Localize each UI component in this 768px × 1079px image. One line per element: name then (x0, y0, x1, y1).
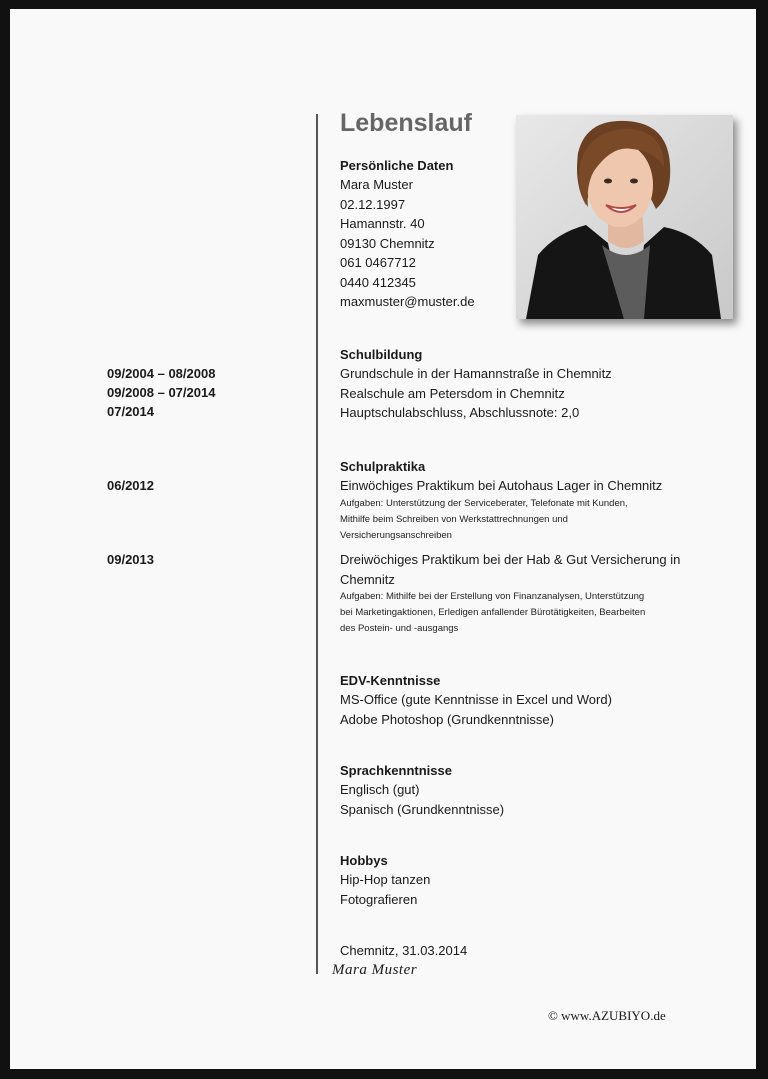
section-heading: Schulbildung (340, 347, 423, 362)
school-entry: Grundschule in der Hamannstraße in Chemnitz (340, 366, 612, 381)
copyright-notice: © www.AZUBIYO.de (548, 1008, 666, 1023)
school-date: 09/2008 – 07/2014 (107, 385, 216, 400)
cv-page (10, 9, 756, 1069)
internship-date: 09/2013 (107, 552, 154, 567)
school-entry: Hauptschulabschluss, Abschlussnote: 2,0 (340, 405, 580, 420)
section-heading: Hobbys (340, 853, 388, 868)
page-title: Lebenslauf (340, 109, 472, 137)
internship-title: Chemnitz (340, 571, 395, 587)
signature: Mara Muster (332, 962, 418, 978)
internship-title: Einwöchiges Praktikum bei Autohaus Lager in Chemnitz (340, 478, 663, 493)
hobbys-section (340, 851, 430, 909)
section-heading: Persönliche Daten (340, 158, 454, 173)
internship-date: 06/2012 (107, 478, 154, 493)
sprachen-section (340, 761, 504, 819)
email: maxmuster@muster.de (340, 294, 475, 309)
internship-detail: Aufgaben: Unterstützung der Serviceberater, Telefonate mit Kunden, (340, 497, 628, 509)
mobile: 0440 412345 (340, 274, 416, 290)
internship-detail: Mithilfe beim Schreiben von Werkstattrechnungen und (340, 513, 568, 525)
phone: 061 0467712 (340, 255, 416, 270)
schulbildung-section (340, 345, 612, 423)
section-heading: Schulpraktika (340, 459, 426, 474)
skill-item: MS-Office (gute Kenntnisse in Excel und Word) (340, 692, 612, 707)
internship-detail: bei Marketingaktionen, Erledigen anfallender Bürotätigkeiten, Bearbeiten (340, 607, 646, 618)
city: 09130 Chemnitz (340, 235, 435, 251)
internship-detail: des Postein- und -ausgangs (340, 623, 459, 634)
section-heading: EDV-Kenntnisse (340, 673, 441, 688)
internship-detail: Versicherungsanschreiben (340, 529, 452, 541)
edv-section (340, 671, 612, 729)
section-heading: Sprachkenntnisse (340, 763, 452, 778)
language-item: Englisch (gut) (340, 782, 420, 797)
internship-title: Dreiwöchiges Praktikum bei der Hab & Gut Versicherung in (340, 552, 681, 567)
place-date (340, 941, 467, 961)
internship-detail: Aufgaben: Mithilfe bei der Erstellung von Finanzanalysen, Unterstützung (340, 591, 645, 602)
internship-2 (340, 550, 680, 637)
place-date-text: Chemnitz, 31.03.2014 (340, 943, 468, 958)
hobby-item: Fotografieren (340, 891, 418, 907)
street: Hamannstr. 40 (340, 216, 425, 231)
school-date: 07/2014 (107, 404, 154, 419)
school-entry: Realschule am Petersdom in Chemnitz (340, 385, 565, 401)
birthdate: 02.12.1997 (340, 196, 406, 212)
portrait-photo (516, 115, 733, 319)
vertical-divider (316, 114, 318, 974)
name: Mara Muster (340, 177, 413, 192)
praktika-section (340, 457, 662, 544)
language-item: Spanisch (Grundkenntnisse) (340, 801, 505, 817)
skill-item: Adobe Photoshop (Grundkenntnisse) (340, 711, 554, 727)
personal-data-section (340, 156, 475, 312)
hobby-item: Hip-Hop tanzen (340, 872, 431, 887)
school-date: 09/2004 – 08/2008 (107, 366, 216, 381)
